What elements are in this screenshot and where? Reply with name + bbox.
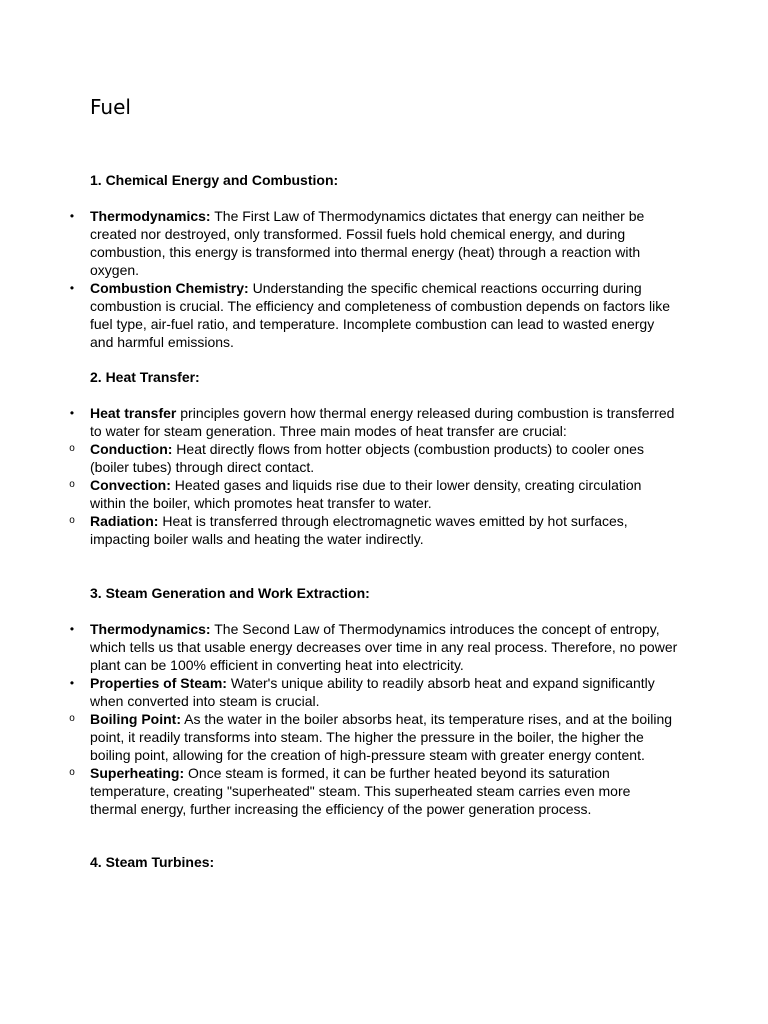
- item-term: Conduction:: [90, 441, 173, 457]
- bullet-list: [0, 620, 768, 818]
- list-item: [0, 764, 680, 818]
- item-text: The First Law of Thermodynamics dictates that energy can neither be created nor destroyed, only transformed. Fossil fuels hold chemical energy, and during combustion, this energy is transformed into thermal energy (heat) through a reaction with oxygen.: [90, 208, 645, 278]
- item-term: Combustion Chemistry:: [90, 280, 249, 296]
- bullet-icon: •: [69, 676, 75, 690]
- item-text: As the water in the boiler absorbs heat, its temperature rises, and at the boiling point, it readily transforms into steam. The higher the pressure in the boiler, the higher the boiling point, allowing for the creation of high-pressure steam with greater energy content.: [90, 711, 673, 763]
- item-text: Water's unique ability to readily absorb heat and expand significantly when converted into steam is crucial.: [90, 675, 655, 709]
- section-heading: 2. Heat Transfer:: [90, 369, 200, 385]
- item-term: Boiling Point:: [90, 711, 181, 727]
- item-term: Convection:: [90, 477, 171, 493]
- bullet-list: [0, 404, 768, 548]
- list-item: [0, 620, 680, 674]
- item-term: Properties of Steam:: [90, 675, 227, 691]
- sub-bullet-icon: o: [69, 767, 75, 778]
- item-term: Heat transfer: [90, 405, 177, 421]
- list-item: [0, 710, 680, 764]
- sub-bullet-icon: o: [69, 479, 75, 490]
- list-item: [0, 476, 680, 512]
- bullet-icon: •: [69, 622, 75, 636]
- bullet-icon: •: [69, 209, 75, 223]
- item-text: Heat is transferred through electromagnetic waves emitted by hot surfaces, impacting boiler walls and heating the water indirectly.: [90, 513, 628, 547]
- item-text: principles govern how thermal energy released during combustion is transferred to water for steam generation. Three main modes of heat transfer are crucial:: [90, 405, 675, 439]
- list-item: [0, 404, 680, 440]
- list-item: [0, 512, 680, 548]
- item-text: The Second Law of Thermodynamics introduces the concept of entropy, which tells us that usable energy decreases over time in any real process. Therefore, no power plant can be 100% efficient in converting heat into electricity.: [90, 621, 678, 673]
- sub-bullet-icon: o: [69, 515, 75, 526]
- item-text: Once steam is formed, it can be further heated beyond its saturation temperature, creating "superheated" steam. This superheated steam carries even more thermal energy, further increasing the efficiency of the power generation process.: [90, 765, 631, 817]
- document-title: Fuel: [90, 95, 131, 119]
- bullet-list: [0, 207, 768, 351]
- item-text: Heat directly flows from hotter objects (combustion products) to cooler ones (boiler tubes) through direct contact.: [90, 441, 644, 475]
- item-term: Radiation:: [90, 513, 159, 529]
- section-heading: 3. Steam Generation and Work Extraction:: [90, 585, 370, 601]
- bullet-icon: •: [69, 281, 75, 295]
- sub-bullet-icon: o: [69, 443, 75, 454]
- item-term: Thermodynamics:: [90, 621, 211, 637]
- sub-bullet-icon: o: [69, 713, 75, 724]
- item-text: Understanding the specific chemical reactions occurring during combustion is crucial. The efficiency and completeness of combustion depends on factors like fuel type, air-fuel ratio, and temperature. Incomplete combustion can lead to wasted energy and harmful emissions.: [90, 280, 671, 350]
- item-text: Heated gases and liquids rise due to their lower density, creating circulation within the boiler, which promotes heat transfer to water.: [90, 477, 642, 511]
- item-term: Superheating:: [90, 765, 185, 781]
- section-heading: 4. Steam Turbines:: [90, 854, 215, 870]
- bullet-icon: •: [69, 406, 75, 420]
- list-item: [0, 440, 680, 476]
- list-item: [0, 674, 680, 710]
- list-item: [0, 279, 680, 351]
- item-term: Thermodynamics:: [90, 208, 211, 224]
- list-item: [0, 207, 680, 279]
- section-heading: 1. Chemical Energy and Combustion:: [90, 172, 339, 188]
